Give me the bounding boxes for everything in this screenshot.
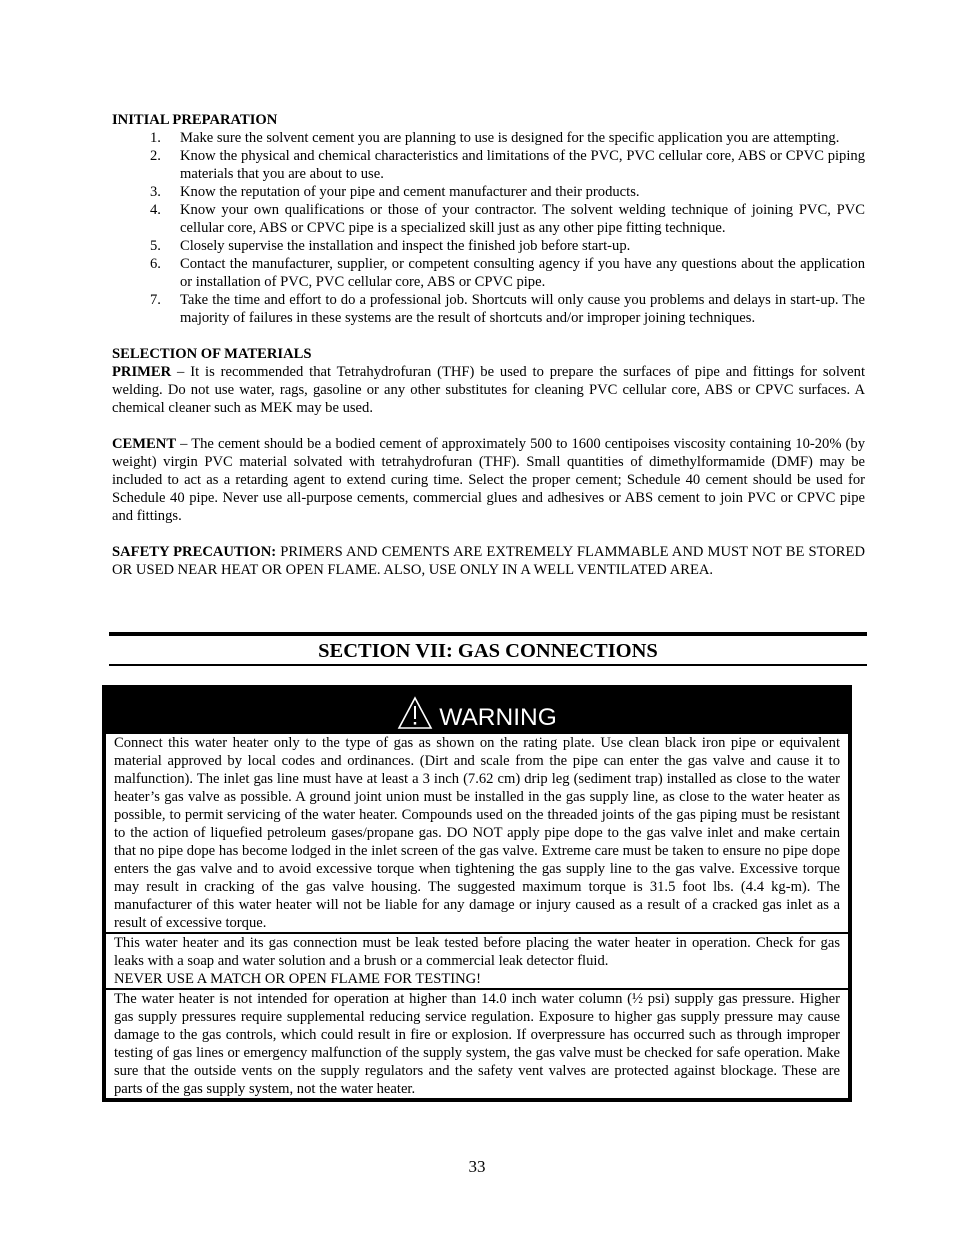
list-item-text: Contact the manufacturer, supplier, or competent consulting agency if you have any questions about the application or installation of PVC, PVC cellular core, ABS or CPVC pipe. <box>180 256 865 290</box>
safety-text: PRIMERS AND CEMENTS ARE EXTREMELY FLAMMABLE AND MUST NOT BE STORED OR USED NEAR HEAT OR OPEN FLAME. ALSO, USE ONLY IN A WELL VENTILATED AREA. <box>112 544 865 578</box>
list-item-text: Know your own qualifications or those of your contractor. The solvent welding technique of joining PVC, PVC cellular core, ABS or CPVC pipe is a specialized skill just as any other pipe fitting technique. <box>180 202 865 236</box>
warning-label: WARNING <box>439 704 557 731</box>
warning-cell-leak-test <box>106 934 848 988</box>
list-item <box>112 291 865 327</box>
list-item-number: 2. <box>150 148 161 164</box>
list-item-number: 6. <box>150 256 161 272</box>
list-item-text: Know the reputation of your pipe and cement manufacturer and their products. <box>180 184 640 200</box>
warning-cell-gas-supply <box>106 734 848 932</box>
page-number: 33 <box>468 1157 486 1176</box>
warning-caps-line: NEVER USE A MATCH OR OPEN FLAME FOR TESTING! <box>114 971 482 987</box>
primer-paragraph <box>112 363 865 417</box>
list-item-number: 1. <box>150 130 161 146</box>
warning-header <box>104 687 850 734</box>
list-item <box>112 183 865 201</box>
primer-lead: PRIMER <box>112 364 172 380</box>
cement-lead: CEMENT <box>112 436 177 452</box>
warning-paragraph: Connect this water heater only to the type of gas as shown on the rating plate. Use clean black iron pipe or equivalent material approved by local codes and ordinances. (Dirt and scale from the pipe can enter the gas valve and cause it to malfunction). The inlet gas line must have at least a 3 inch (7.62 cm) drip leg (sediment trap) installed as close to the water heater’s gas valve as possible. A ground joint union must be installed in the gas supply line, as close to the water heater as possible, to permit servicing of the water heater. Compounds used on the threaded joints of the gas piping must be resistant to the action of liquefied petroleum gases/propane gas. DO NOT apply pipe dope to the gas valve inlet and make certain that no pipe dope has become lodged in the inlet screen of the gas valve. Extreme care must be taken to ensure no pipe dope enters the gas valve and to avoid excessive torque when tightening the gas supply line to the gas valve. Excessive torque may result in cracking of the gas valve housing. The suggested maximum torque is 31.5 foot lbs. (4.4 kg-m). The manufacturer of this water heater will not be liable for any damage or injury caused as a result of a cracked gas inlet as a result of excessive torque. <box>114 735 840 931</box>
list-item <box>112 147 865 183</box>
preparation-steps-list <box>112 129 865 327</box>
selection-of-materials-heading: SELECTION OF MATERIALS <box>112 346 312 362</box>
list-item-text: Make sure the solvent cement you are planning to use is designed for the specific application you are attempting. <box>180 130 840 146</box>
list-item-number: 7. <box>150 292 161 308</box>
initial-preparation-heading: INITIAL PREPARATION <box>112 112 278 128</box>
warning-cell-pressure <box>106 990 848 1098</box>
list-item-text: Know the physical and chemical characteristics and limitations of the PVC, PVC cellular core, ABS or CPVC piping materials that you are about to use. <box>180 148 865 182</box>
list-item <box>112 129 865 147</box>
list-item <box>112 201 865 237</box>
section-title: SECTION VII: GAS CONNECTIONS <box>318 640 658 662</box>
cement-paragraph <box>112 435 865 525</box>
warning-paragraph: This water heater and its gas connection must be leak tested before placing the water heater in operation. Check for gas leaks with a soap and water solution and a brush or a commercial leak detector fluid. <box>114 935 840 969</box>
section-heading-bar <box>109 632 867 666</box>
page-body <box>112 111 865 579</box>
list-item <box>112 255 865 291</box>
list-item-number: 3. <box>150 184 161 200</box>
safety-lead: SAFETY PRECAUTION: <box>112 544 277 560</box>
list-item-number: 4. <box>150 202 161 218</box>
warning-box <box>102 685 852 1102</box>
warning-paragraph: The water heater is not intended for operation at higher than 14.0 inch water column (½ psi) supply gas pressure. Higher gas supply pressures require supplemental reducing service regulation. Exposure to higher gas supply pressure may cause damage to the gas controls, which could result in fire or explosion. If overpressure has occurred such as through improper testing of gas lines or emergency malfunction of the supply system, the gas valve must be checked for safe operation. Make sure that the outside vents on the supply regulators and the safety vent valves are protected against blockage. These are parts of the gas supply system, not the water heater. <box>114 991 840 1097</box>
warning-triangle-icon <box>397 696 433 730</box>
safety-paragraph <box>112 543 865 579</box>
cement-text: – The cement should be a bodied cement of approximately 500 to 1600 centipoises viscosity containing 10-20% (by weight) virgin PVC material solvated with tetrahydrofuran (THF). Small quantities of dimethylformamide (DMF) may be included to act as a retarding agent to extend curing time. Select the proper cement; Schedule 40 cement should be used for Schedule 40 pipe. Never use all-purpose cements, commercial glues and adhesives or ABS cement to join PVC or CPVC pipe and fittings. <box>112 436 865 524</box>
list-item-number: 5. <box>150 238 161 254</box>
list-item-text: Closely supervise the installation and inspect the finished job before start-up. <box>180 238 631 254</box>
list-item <box>112 237 865 255</box>
primer-text: – It is recommended that Tetrahydrofuran (THF) be used to prepare the surfaces of pipe and fittings for solvent welding. Do not use water, rags, gasoline or any other substitutes for cleaning PVC cellular core, ABS or CPVC surfaces. A chemical cleaner such as MEK may be used. <box>112 364 865 416</box>
list-item-text: Take the time and effort to do a professional job. Shortcuts will only cause you problems and delays in start-up. The majority of failures in these systems are the result of shortcuts and/or improper joining techniques. <box>180 292 865 326</box>
